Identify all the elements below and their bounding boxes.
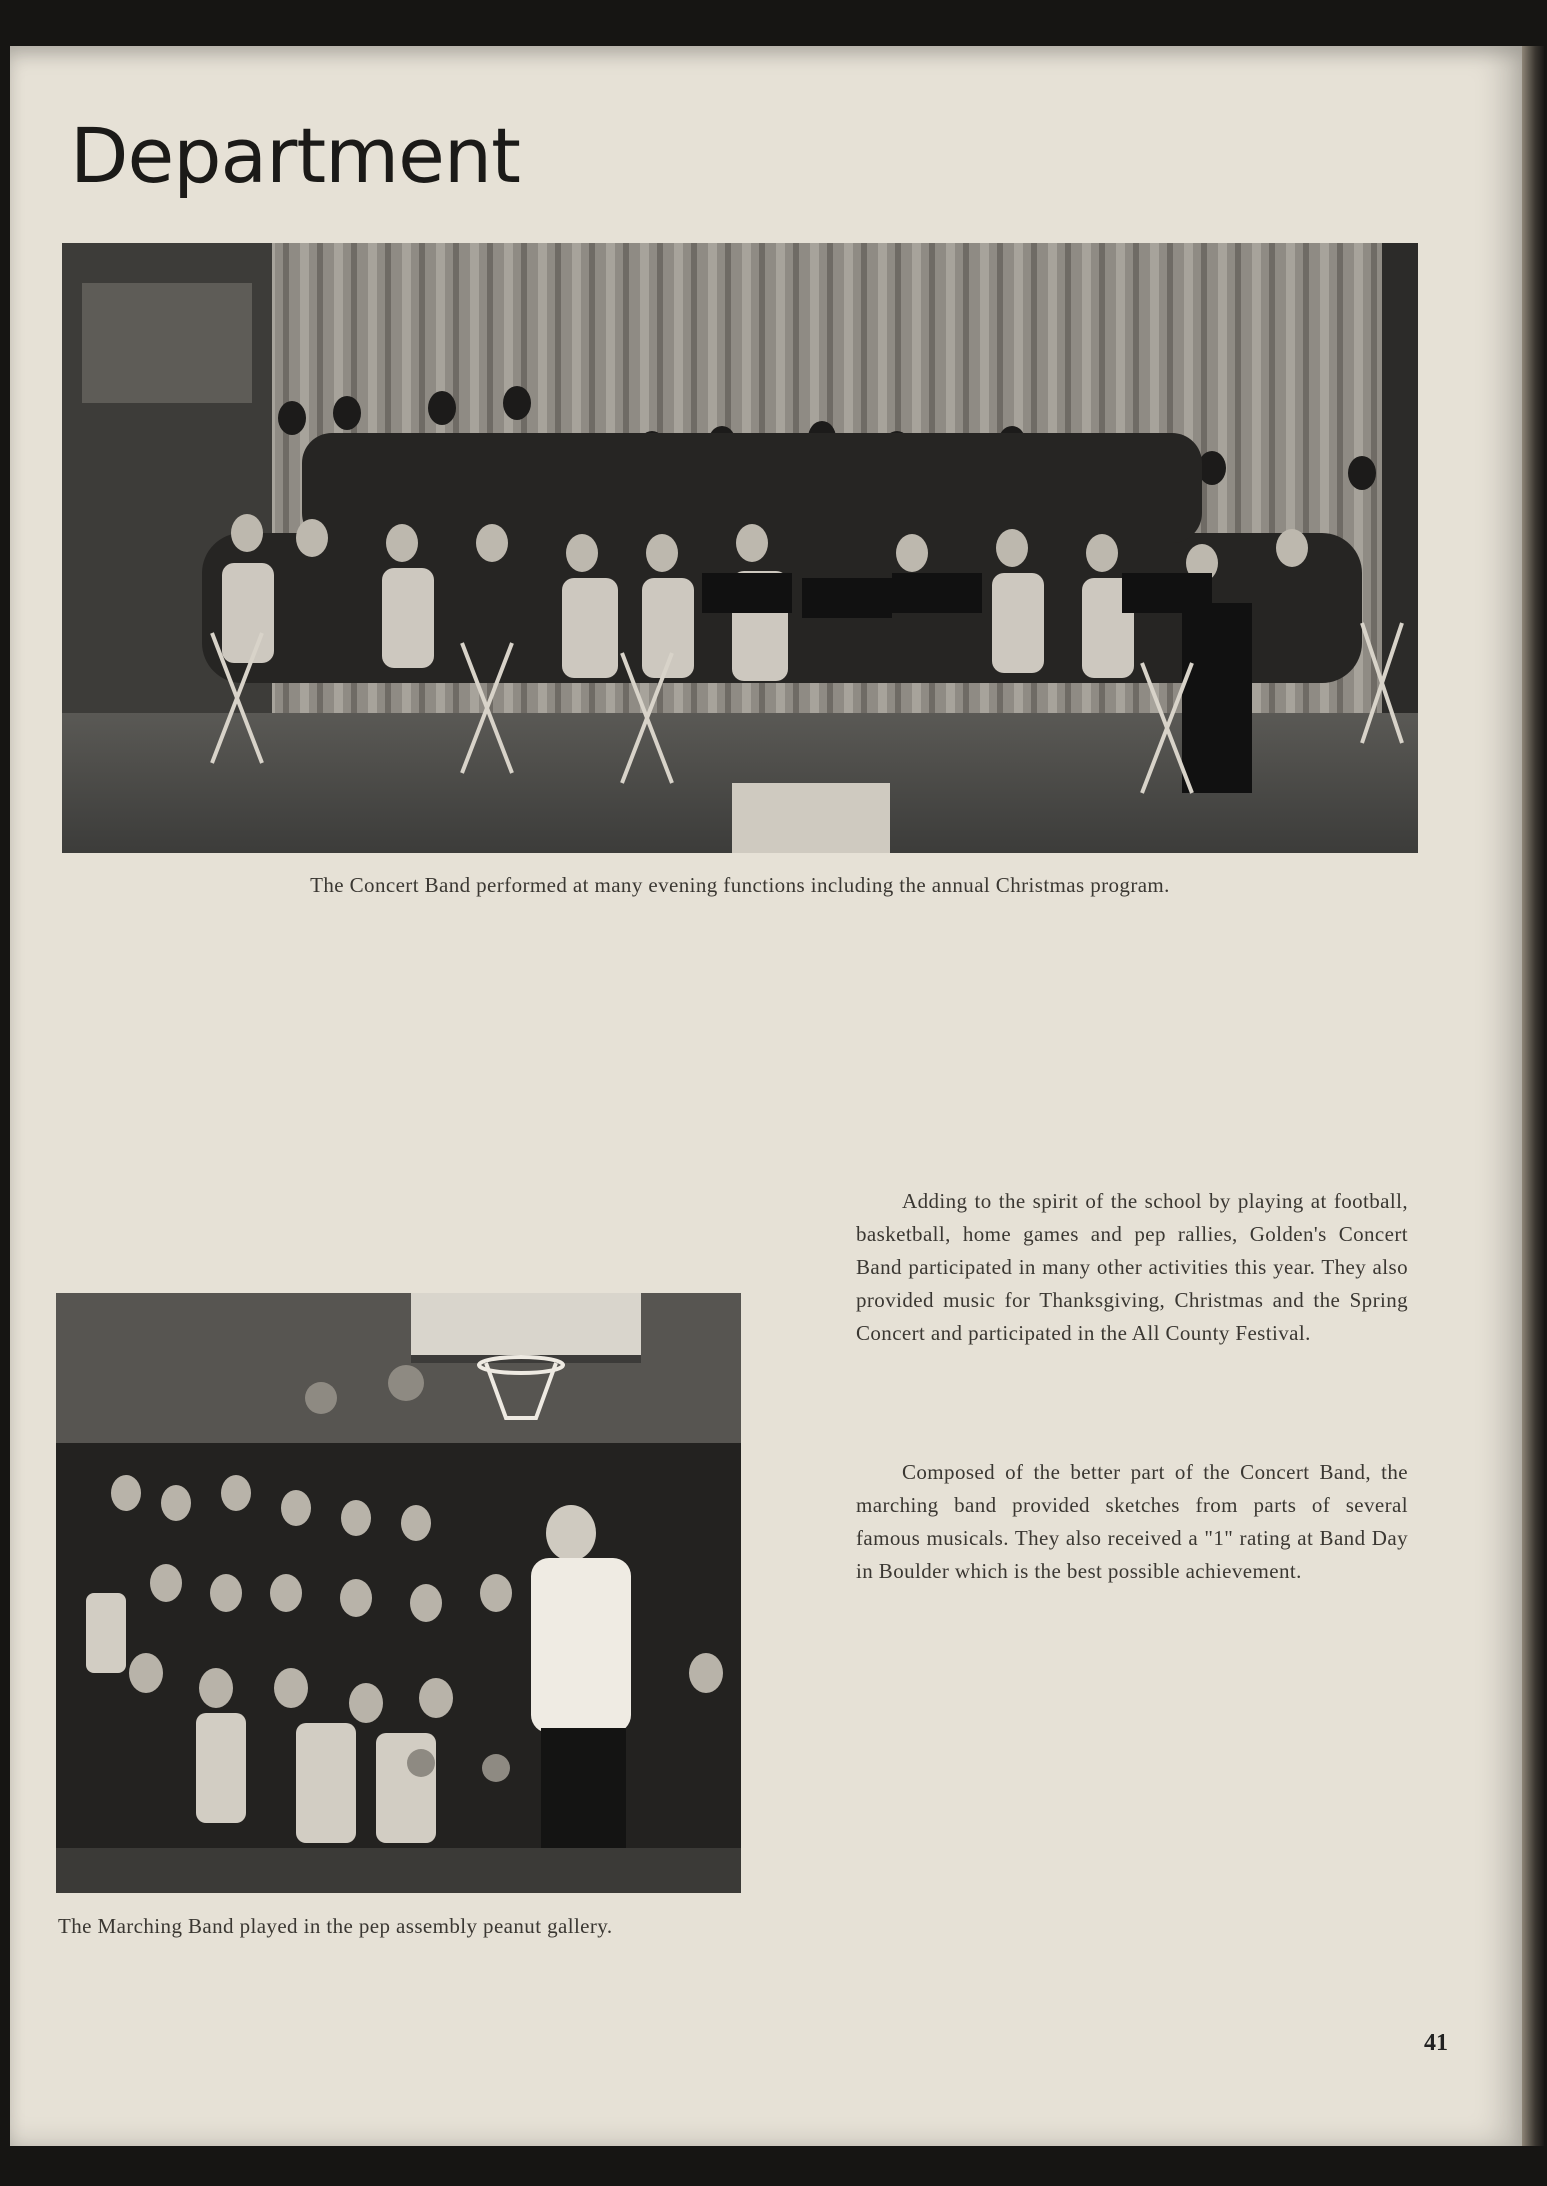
marching-band-caption: The Marching Band played in the pep assembly peanut gallery. xyxy=(58,1914,613,1938)
concert-band-photo xyxy=(62,243,1418,853)
paper-edge xyxy=(1522,46,1544,2146)
article-paragraph: Adding to the spirit of the school by playing at football, basketball, home games and pep rallies, Golden's Concert Band participated in many other activities this year. They also provided music for Thanksgiving, Christmas and the Spring Concert and participated in the All County Festival. xyxy=(856,1189,1408,1345)
marching-band-photo xyxy=(56,1293,741,1893)
concert-band-caption: The Concert Band performed at many evening functions including the annual Christmas program. xyxy=(310,873,1170,897)
marching-band-photo-image xyxy=(56,1293,741,1893)
concert-band-photo-image xyxy=(62,243,1418,853)
page-title: Department xyxy=(70,111,520,200)
article-paragraph: Composed of the better part of the Concert Band, the marching band provided sketches from parts of several famous musicals. They also received a "1" rating at Band Day in Boulder which is the best possible achievement. xyxy=(856,1460,1408,1583)
page-number: 41 xyxy=(1424,2030,1448,2056)
